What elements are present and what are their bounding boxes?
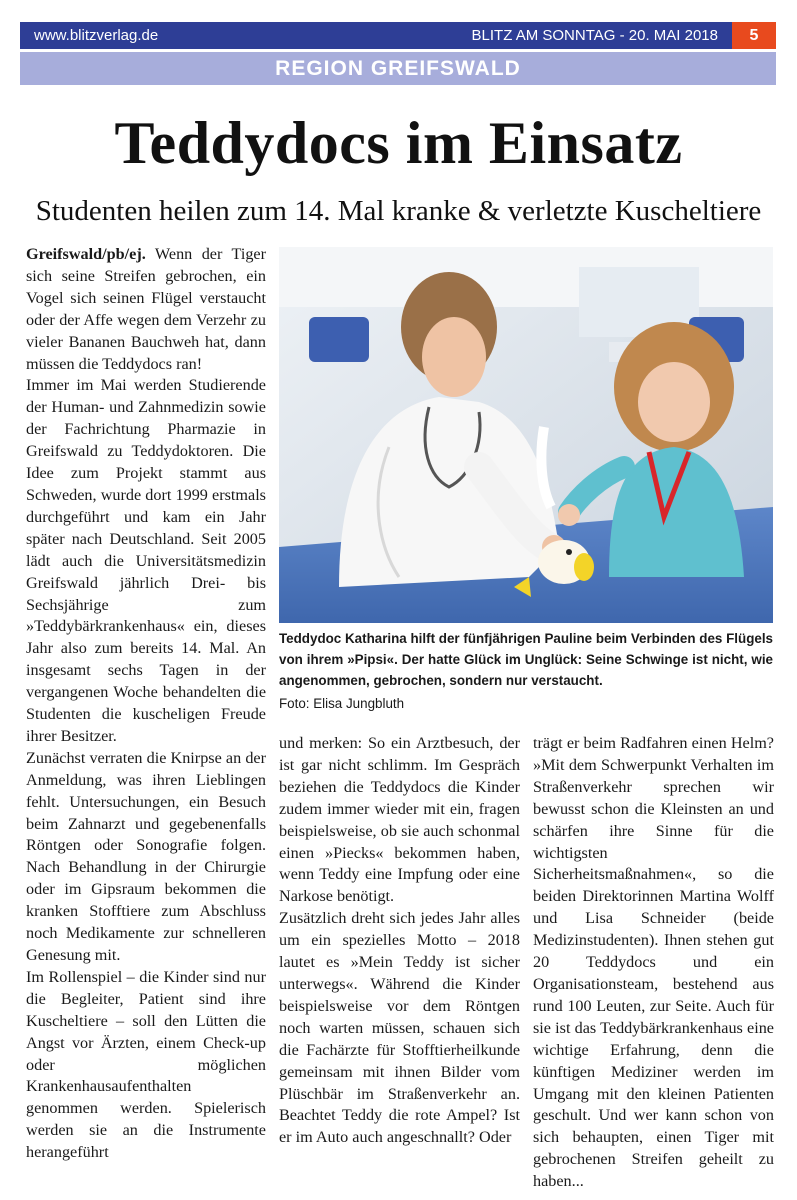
paragraph: Zunächst verraten die Knirpse an der Anmeldung, was ihren Lieblingen fehlt. Untersuchungen, ein Besuch beim Zahnarzt und gegebenenfalls Röntgen oder Sonografie folgen. Nach Behandlung in der Chirurgie oder im Gipsraum bekommen die kranken Stofftiere zum Abschluss noch Medikamente zur schnelleren Genesung mit. xyxy=(26,748,266,964)
article-column-3 xyxy=(533,733,774,1193)
article-column-1 xyxy=(26,244,266,1164)
paragraph: trägt er beim Radfahren einen Helm? »Mit dem Schwerpunkt Verhalten im Straßenverkehr sprechen wir bewusst schon die Kleinsten an und schärfen ihre Sinne für die wichtigsten Sicherheitsmaßnahmen«, so die beiden Direktorinnen Martina Wolff und Lisa Schneider (beide Medizinstudenten). Ihnen stehen gut 20 Teddydocs und ein Organisationsteam, bestehend aus rund 100 Leuten, zur Seite. Auch für sie ist das Teddybärkrankenhaus eine wichtige Erfahrung, denn die künftigen Mediziner werden im Umgang mit den kleinen Patienten geschult. Und wer kann schon von sich behaupten, einen Tiger mit gebrochenen Streifen geheilt zu haben... xyxy=(533,734,774,1191)
paragraph-text: Wenn der Tiger sich seine Streifen gebrochen, ein Vogel sich seinen Flügel verstaucht oder der Affe wegen dem Verzehr zu vieler Bananen Bauchweh hat, dann müssen die Teddydocs ran! xyxy=(26,245,266,373)
article-column-2 xyxy=(279,733,520,1149)
page-number: 5 xyxy=(732,22,776,49)
section-title: REGION GREIFSWALD xyxy=(20,52,776,85)
dateline: Greifswald/pb/ej. xyxy=(26,245,146,263)
photo-illustration xyxy=(279,247,773,623)
paragraph: Immer im Mai werden Studierende der Human- und Zahnmedizin sowie der Fachrichtung Pharmazie in Greifswald zu Teddydoktoren. Die Idee zum Projekt stammt aus Schweden, wurde dort 1999 erstmals durchgeführt und kam ein Jahr später nach Deutschland. Seit 2005 lädt auch die Universitätsmedizin Greifswald jährlich Drei- bis Sechsjährige zum »Teddybärkrankenhaus« ein, dieses Jahr also zum bereits 14. Mal. An insgesamt sechs Tagen in der vergangenen Woche behandelten die Studenten die kuscheligen Freude ihrer Besitzer. xyxy=(26,376,266,745)
headline: Teddydocs im Einsatz xyxy=(114,110,683,176)
paragraph xyxy=(26,244,266,375)
website-url[interactable]: www.blitzverlag.de xyxy=(34,27,159,44)
paragraph: und merken: So ein Arztbesuch, der ist gar nicht schlimm. Im Gespräch beziehen die Teddydocs die Kinder zudem immer wieder mit ein, fragen beispielsweise, ob sie auch schonmal einen »Piecks« bekommen haben, wenn Teddy eine Impfung oder eine Narkose benötigt. xyxy=(279,734,520,906)
issue-date: BLITZ AM SONNTAG - 20. MAI 2018 xyxy=(471,27,718,44)
top-bar xyxy=(20,22,776,49)
article-photo xyxy=(279,247,773,623)
paragraph: Zusätzlich dreht sich jedes Jahr alles um ein spezielles Motto – 2018 lautet es »Mein Teddy ist sicher unterwegs«. Während die Kinder beispielsweise vor dem Röntgen noch warten müssen, schauen sich die Fachärzte für Stofftierheilkunde gemeinsam mit ihnen Bilder vom Plüschbär im Straßenverkehr an. Beachtet Teddy die rote Ampel? Ist er im Auto auch angeschnallt? Oder xyxy=(279,909,520,1147)
photo-credit: Foto: Elisa Jungbluth xyxy=(279,696,405,711)
paragraph: Im Rollenspiel – die Kinder sind nur die Begleiter, Patient sind ihre Kuscheltiere – soll den Lütten die Angst vor Ärzten, einem Check-up oder möglichen Krankenhausaufenthalten genommen werden. Spielerisch werden sie an die Instrumente herangeführt xyxy=(26,967,266,1162)
subheadline: Studenten heilen zum 14. Mal kranke & verletzte Kuscheltiere xyxy=(35,195,762,227)
photo-caption: Teddydoc Katharina hilft der fünfjährigen Pauline beim Verbinden des Flügels von ihrem »Pipsi«. Der hatte Glück im Unglück: Seine Schwinge ist nicht, wie angenommen, gebrochen, sondern nur verstaucht. xyxy=(279,631,773,688)
